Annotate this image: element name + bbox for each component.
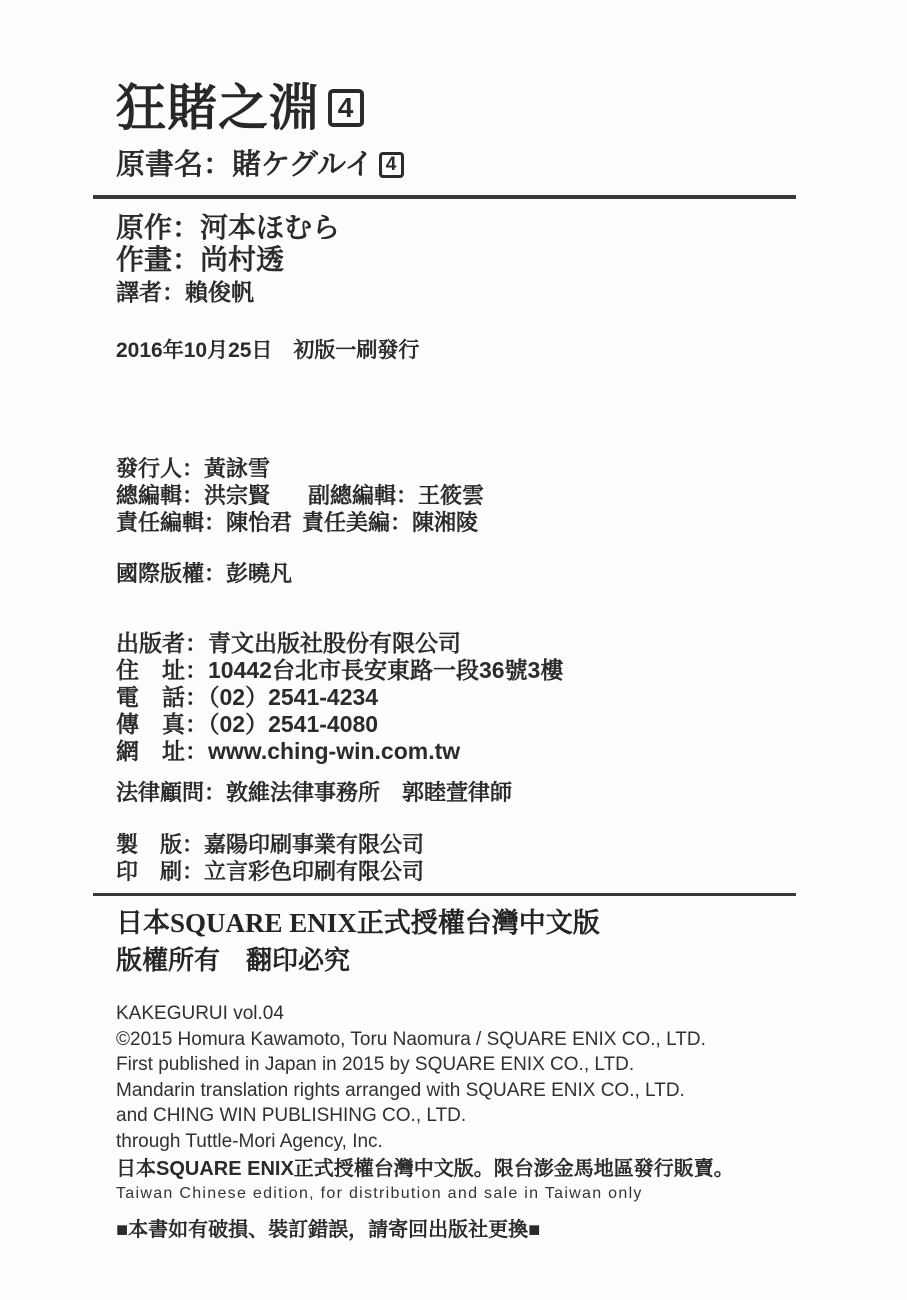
original-title-row: [116, 148, 836, 182]
damaged-copy-notice: ■本書如有破損、裝訂錯誤，請寄回出版社更換■: [116, 1219, 541, 1241]
series-volume-line: KAKEGURUI vol.04: [116, 1003, 284, 1024]
divider-line-top: [93, 195, 796, 199]
publisher-name-line: 出版者：青文出版社股份有限公司: [116, 630, 461, 656]
translation-rights-line: Mandarin translation rights arranged with SQUARE ENIX CO., LTD.: [116, 1079, 685, 1101]
art-editor: 責任美編：陳湘陵: [302, 510, 479, 535]
original-title: 原書名：賭ケグルイ: [116, 149, 374, 181]
editors-line: [116, 482, 836, 509]
chief-editor: 總編輯：洪宗賢: [116, 483, 271, 508]
plate-making-line: 製 版：嘉陽印刷事業有限公司: [116, 832, 425, 857]
volume-number-box: 4: [328, 89, 364, 127]
first-published-line: First published in Japan in 2015 by SQUARE ENIX CO., LTD.: [116, 1054, 635, 1075]
distribution-en-line: Taiwan Chinese edition, for distribution and sale in Taiwan only: [116, 1185, 643, 1202]
book-title-row: [116, 80, 836, 136]
license-authorization-line: 日本SQUARE ENIX正式授權台灣中文版: [116, 908, 600, 938]
all-rights-reserved-line: 版權所有 翻印必究: [116, 946, 351, 975]
english-copyright-block: [116, 1001, 836, 1154]
deputy-chief-editor: 副總編輯：王筱雲: [308, 483, 485, 508]
publisher-person-line: 發行人：黃詠雪: [116, 456, 271, 481]
translator-line: 譯者：賴俊帆: [116, 279, 254, 305]
publisher-website-line: 網 址：www.ching-win.com.tw: [116, 738, 461, 764]
publication-date-line: 2016年10月25日 初版一刷發行: [116, 339, 420, 362]
authors-block: [116, 212, 836, 276]
production-block: [116, 831, 836, 885]
copyright-holder-line: ©2015 Homura Kawamoto, Toru Naomura / SQUARE ENIX CO., LTD.: [116, 1028, 706, 1050]
colophon-content: [116, 80, 836, 1242]
agency-line: through Tuttle-Mori Agency, Inc.: [116, 1130, 383, 1152]
international-rights-line: 國際版權：彭曉凡: [116, 561, 293, 586]
publisher-fax-line: 傳 真：（02）2541-4080: [116, 711, 379, 737]
book-title: 狂賭之淵: [116, 80, 320, 136]
managing-editors-line: [116, 509, 836, 536]
printing-line: 印 刷：立言彩色印刷有限公司: [116, 859, 425, 884]
legal-advisor-line: 法律顧問：敦維法律事務所 郭睦萱律師: [116, 780, 513, 805]
staff-credits-block: [116, 455, 836, 536]
original-volume-number-box: 4: [379, 152, 404, 178]
publisher-block: [116, 630, 836, 765]
divider-line-bottom: [93, 893, 796, 896]
managing-editor: 責任編輯：陳怡君: [116, 510, 293, 535]
ching-win-line: and CHING WIN PUBLISHING CO., LTD.: [116, 1105, 467, 1126]
distribution-zh-line: 日本SQUARE ENIX正式授權台灣中文版。限台澎金馬地區發行販賣。: [116, 1158, 734, 1180]
publisher-phone-line: 電 話：（02）2541-4234: [116, 684, 379, 710]
artist-line: 作畫：尚村透: [116, 244, 285, 275]
original-author-line: 原作：河本ほむら: [116, 212, 341, 243]
publisher-address-line: 住 址：10442台北市長安東路一段36號3樓: [116, 657, 564, 683]
